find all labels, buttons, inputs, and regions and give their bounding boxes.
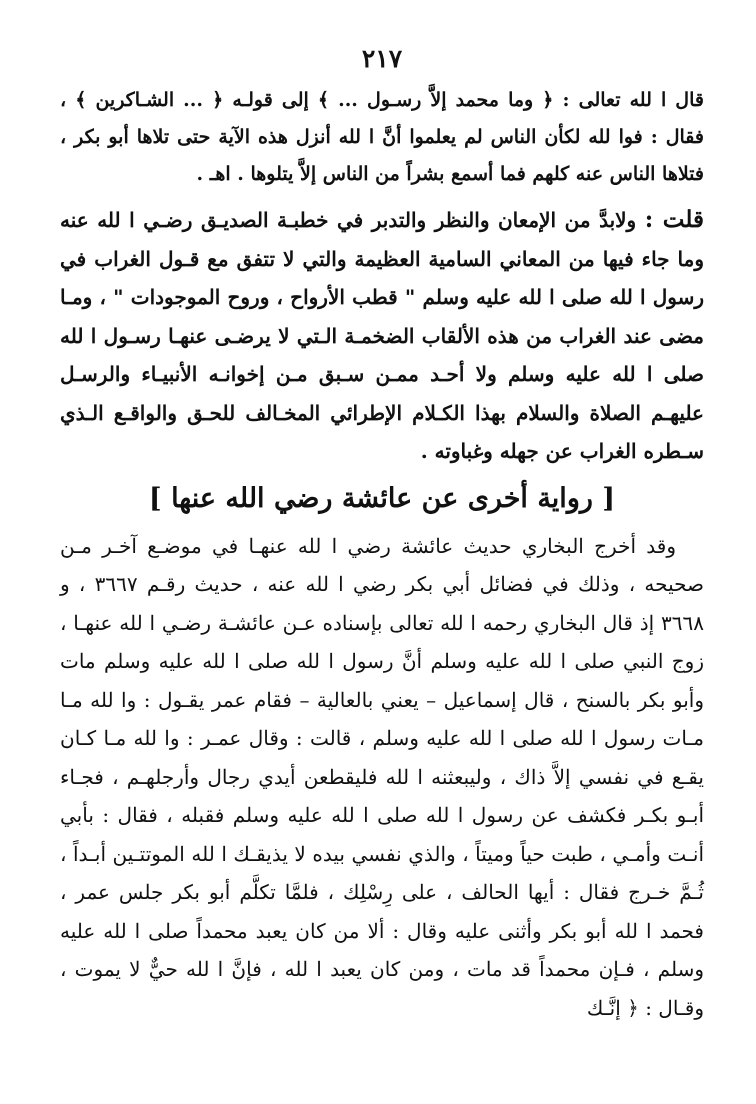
commentary-text: ولابدَّ من الإمعان والنظر والتدبر في خطبـة الصديـق رضـي ا لله عنه وما جاء فيها من المعاني السامية العظيمة والتي لا تتفق مع قـول الغراب في رسول ا لله صلى ا لله عليه وسلم " قطب الأرواح ، وروح الموجودات " ، ومـا مضى عند الغراب من هذه الألقاب الضخمـة الـتي لا يرضـى عنهـا رسـول ا لله صلى ا لله عليه وسلم ولا أحـد ممـن سـبق مـن إخوانـه الأنبيـاء والرسـل عليهـم الصلاة والسلام بهذا الكـلام الإطرائي المخـالف للحـق والواقـع الـذي سـطره الغراب عن جهله وغباوته . (60, 208, 704, 463)
section-heading: [ رواية أخرى عن عائشة رضي الله عنها ] (148, 482, 616, 514)
page-number: ٢١٧ (361, 44, 403, 73)
paragraph-gap (60, 193, 704, 201)
qult-label: قلت : (644, 206, 704, 233)
paragraph-quran-quote: قال ا لله تعالى : ﴿ وما محمد إلاَّ رسـول ... ﴾ إلى قولـه ﴿ ... الشـاكرين ﴾ ، فقال : فوا لله لكأن الناس لم يعلموا أنَّ ا لله أنزل هذه الآية حتى تلاها أبو بكر ، فتلاها الناس عنه كلهم فما أسمع بشراً من الناس إلاَّ يتلوها . اهـ . (60, 89, 704, 185)
paragraph-hadith (60, 527, 704, 1028)
hadith-text: وقد أخرج البخاري حديث عائشة رضي ا لله عنهـا في موضـع آخـر مـن صحيحه ، وذلك في فضائل أبي بكر رضي ا لله عنه ، حديث رقـم ٣٦٦٧ ، و ٣٦٦٨ إذ قال البخاري رحمه ا لله تعالى بإسناده عـن عائشـة رضـي ا لله عنهـا ، زوج النبي صلى ا لله عليه وسلم أنَّ رسول ا لله صلى ا لله عليه وسلم مات وأبو بكر بالسنح ، قال إسماعيل – يعني بالعالية – فقام عمر يقـول : وا لله مـا مـات رسول ا لله صلى ا لله عليه وسلم ، قالت : وقال عمـر : وا لله مـا كـان يقـع في نفسي إلاَّ ذاك ، وليبعثنه ا لله فليقطعن أيدي رجال وأرجلهـم ، فجـاء أبـو بكـر فكشف عن رسول ا لله صلى ا لله عليه وسلم فقبله ، فقال : بأبي أنـت وأمـي ، طبت حياً وميتاً ، والذي نفسي بيده لا يذيقـك ا لله الموتتـين أبـداً ، ثُـمَّ خـرج فقال : أيها الحالف ، على رِسْلِك ، فلمَّا تكلَّم أبو بكر جلس عمر ، فحمد ا لله أبو بكر وأثنى عليه وقال : ألا من كان يعبد محمداً صلى ا لله عليه وسلم ، فـإن محمداً قد مات ، ومن كان يعبد ا لله ، فإنَّ ا لله حيٌّ لا يموت ، وقـال : ﴿ إنَّـك (60, 533, 704, 1020)
paragraph-commentary (60, 201, 704, 471)
